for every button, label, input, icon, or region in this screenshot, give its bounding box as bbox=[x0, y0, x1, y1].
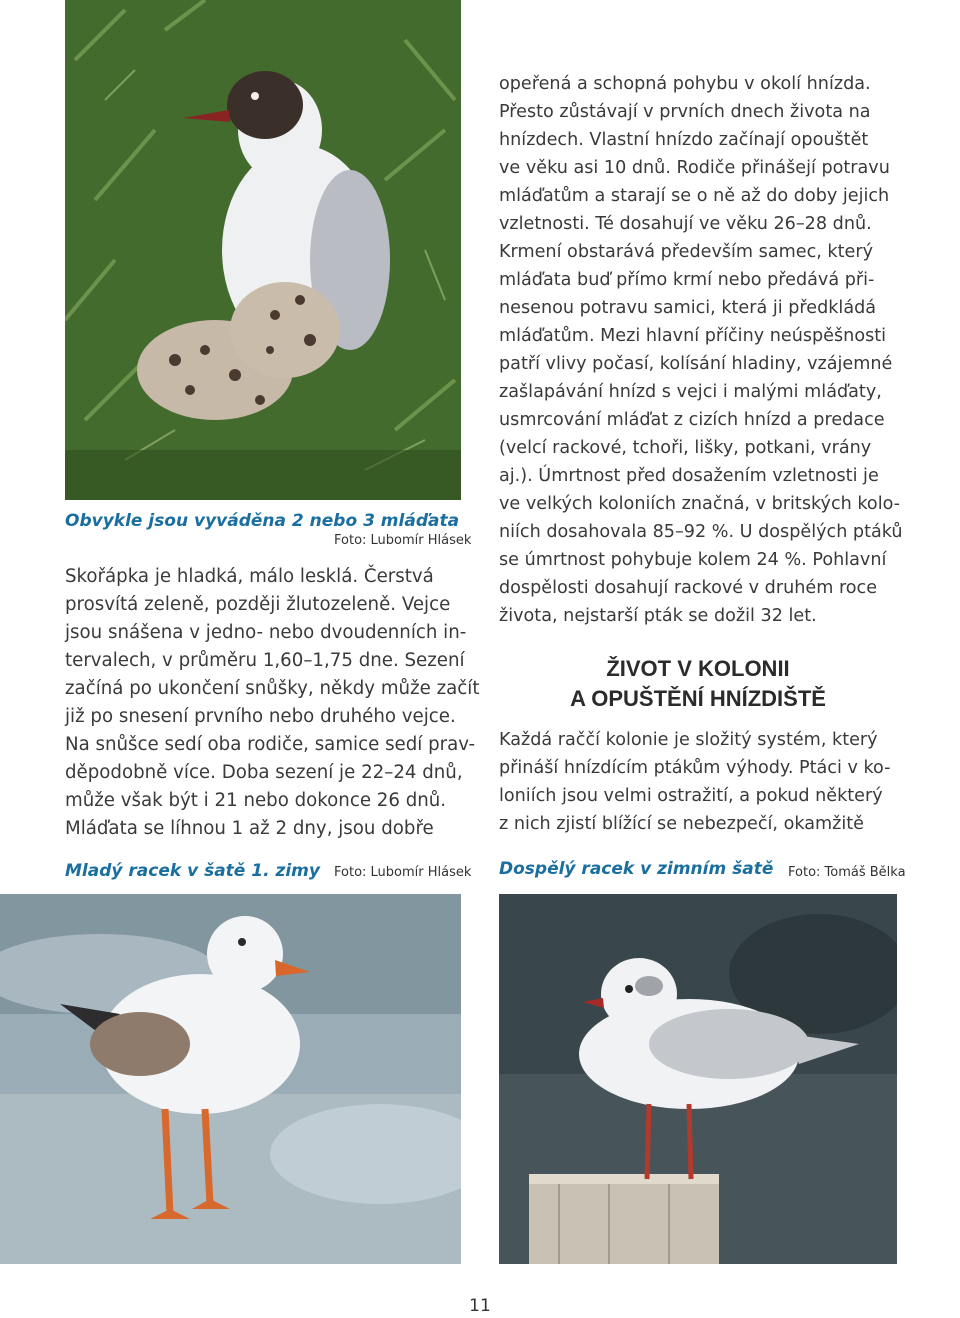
text-line: (velcí rackové, tchoři, lišky, potkani, vrány bbox=[499, 438, 872, 458]
text-line: dospělosti dosahují rackové v druhém roce bbox=[499, 578, 878, 598]
page-number: 11 bbox=[469, 1296, 491, 1316]
photo-gull-with-chicks bbox=[65, 0, 461, 500]
photo-adult-gull-on-post bbox=[499, 894, 897, 1264]
text-line: Krmení obstarává především samec, který bbox=[499, 242, 873, 262]
text-line: jsou snášena v jedno- nebo dvoudenních in- bbox=[65, 622, 467, 643]
text-line: mláďatům a starají se o ně až do doby jejich bbox=[499, 186, 890, 206]
text-line: Na snůšce sedí oba rodiče, samice sedí prav- bbox=[65, 734, 476, 755]
body-text-left bbox=[65, 566, 480, 846]
text-line: usmrcování mláďat z cizích hnízd a predace bbox=[499, 410, 885, 430]
text-line: se úmrtnost pohybuje kolem 24 %. Pohlavní bbox=[499, 550, 887, 570]
text-line: mláďatům. Mezi hlavní příčiny neúspěšnosti bbox=[499, 326, 887, 346]
text-line: života, nejstarší pták se dožil 32 let. bbox=[499, 606, 817, 626]
text-line: nesenou potravu samici, která ji předkládá bbox=[499, 298, 877, 318]
section-body-text bbox=[499, 730, 897, 842]
caption-bottom-right-photo: Dospělý racek v zimním šatě bbox=[499, 859, 774, 879]
text-line: patří vlivy počasí, kolísání hladiny, vzájemné bbox=[499, 354, 893, 374]
text-line: mláďata buď přímo krmí nebo předává při- bbox=[499, 270, 875, 290]
text-line: začíná po ukončení snůšky, někdy může začít bbox=[65, 678, 480, 699]
credit-top-photo: Foto: Lubomír Hlásek bbox=[334, 533, 472, 548]
text-line: Mláďata se líhnou 1 až 2 dny, jsou dobře bbox=[65, 818, 434, 839]
text-line: děpodobně více. Doba sezení je 22–24 dnů, bbox=[65, 762, 463, 783]
text-line: tervalech, v průměru 1,60–1,75 dne. Sezení bbox=[65, 650, 465, 671]
text-line: vzletnosti. Té dosahují ve věku 26–28 dnů. bbox=[499, 214, 872, 234]
text-line: Skořápka je hladká, málo lesklá. Čerstvá bbox=[65, 566, 434, 587]
text-line: prosvítá zeleně, později žlutozeleně. Vejce bbox=[65, 594, 451, 615]
credit-bottom-left-photo: Foto: Lubomír Hlásek bbox=[334, 865, 472, 880]
text-line: z nich zjistí blížící se nebezpečí, okamžitě bbox=[499, 814, 864, 834]
caption-bottom-left-photo: Mladý racek v šatě 1. zimy bbox=[65, 861, 320, 881]
body-text-right bbox=[499, 74, 903, 634]
section-heading-line-1: ŽIVOT V KOLONII bbox=[606, 656, 790, 681]
text-line: Každá raččí kolonie je složitý systém, který bbox=[499, 730, 878, 750]
text-line: již po snesení prvního nebo druhého vejce. bbox=[65, 706, 456, 727]
text-line: ve velkých koloniích značná, v britských kolo- bbox=[499, 494, 901, 514]
text-line: Přesto zůstávají v prvních dnech života na bbox=[499, 102, 871, 122]
text-line: niích dosahovala 85–92 %. U dospělých ptáků bbox=[499, 522, 903, 542]
text-line: zašlapávání hnízd s vejci i malými mláďaty, bbox=[499, 382, 882, 402]
photo-young-gull-on-ice bbox=[0, 894, 461, 1264]
text-line: aj.). Úmrtnost před dosažením vzletnosti je bbox=[499, 466, 879, 486]
section-heading-line-2: A OPUŠTĚNÍ HNÍZDIŠTĚ bbox=[570, 686, 826, 711]
text-line: může však být i 21 nebo dokonce 26 dnů. bbox=[65, 790, 447, 811]
credit-bottom-right-photo: Foto: Tomáš Bělka bbox=[788, 865, 906, 880]
caption-top-photo: Obvykle jsou vyváděna 2 nebo 3 mláďata bbox=[65, 511, 460, 531]
text-line: hnízdech. Vlastní hnízdo začínají opouštět bbox=[499, 130, 869, 150]
text-line: loniích jsou velmi ostražití, a pokud některý bbox=[499, 786, 883, 806]
text-line: ve věku asi 10 dnů. Rodiče přinášejí potravu bbox=[499, 158, 890, 178]
text-line: opeřená a schopná pohybu v okolí hnízda. bbox=[499, 74, 871, 94]
text-line: přináší hnízdícím ptákům výhody. Ptáci v ko- bbox=[499, 758, 891, 778]
